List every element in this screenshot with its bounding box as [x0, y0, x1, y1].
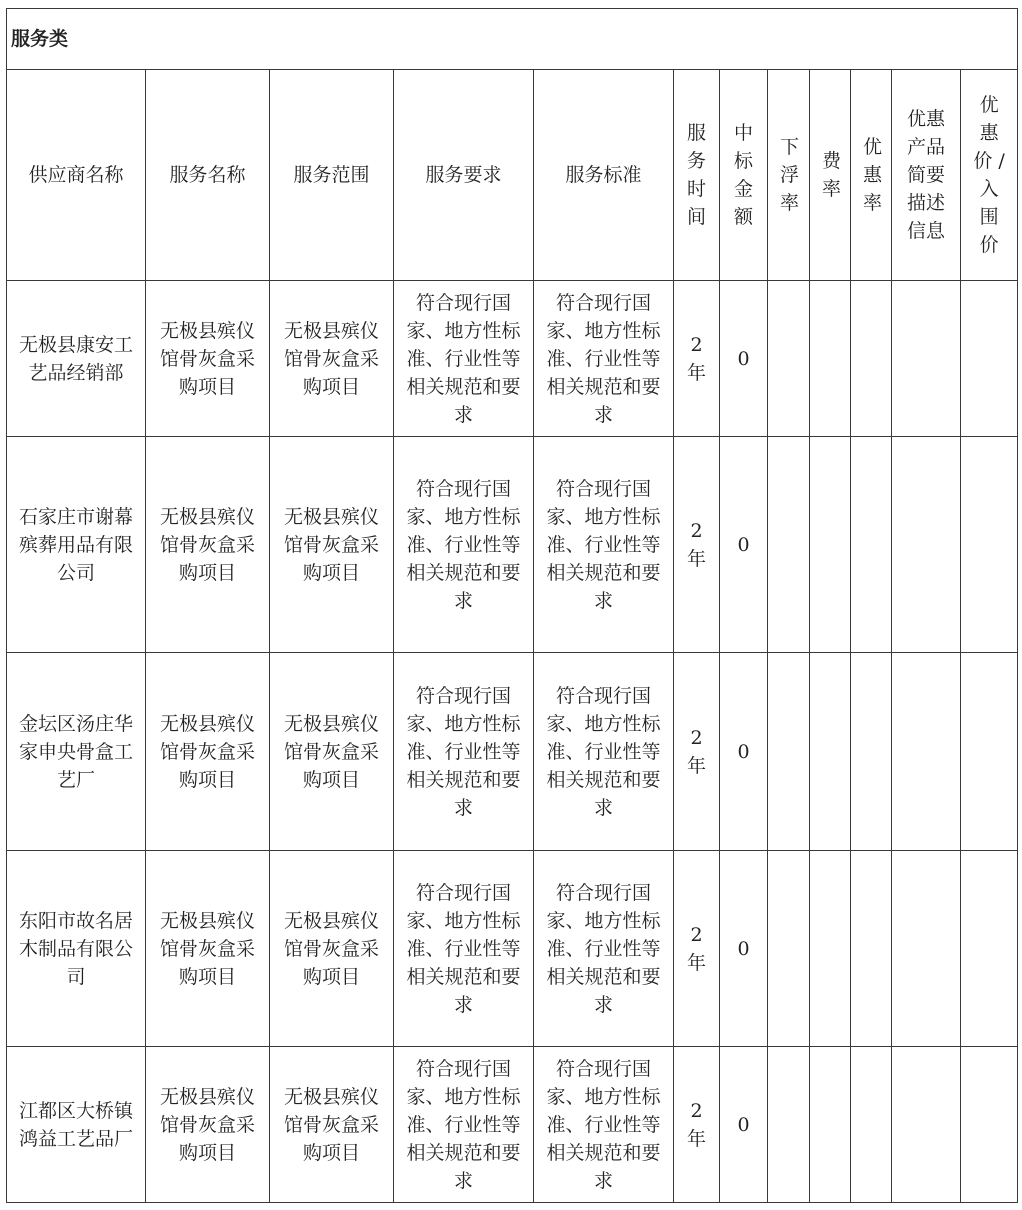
cell-supplier-name: 金坛区汤庄华家申央骨盒工艺厂	[7, 653, 146, 851]
header-fee-rate: 费率	[810, 70, 851, 281]
cell-discount-rate	[851, 851, 892, 1047]
cell-discount-rate	[851, 653, 892, 851]
table-row	[7, 653, 1018, 851]
cell-service-scope: 无极县殡仪馆骨灰盒采购项目	[270, 653, 394, 851]
cell-service-name: 无极县殡仪馆骨灰盒采购项目	[146, 1047, 270, 1203]
cell-fee-rate	[810, 851, 851, 1047]
cell-service-requirement: 符合现行国家、地方性标准、行业性等相关规范和要求	[394, 851, 534, 1047]
table-row	[7, 1047, 1018, 1203]
cell-discount-product-desc	[892, 281, 961, 437]
header-service-scope: 服务范围	[270, 70, 394, 281]
cell-service-time: 2年	[674, 1047, 720, 1203]
table-row	[7, 851, 1018, 1047]
cell-supplier-name: 江都区大桥镇鸿益工艺品厂	[7, 1047, 146, 1203]
cell-service-requirement: 符合现行国家、地方性标准、行业性等相关规范和要求	[394, 653, 534, 851]
cell-down-float-rate	[768, 281, 810, 437]
cell-fee-rate	[810, 281, 851, 437]
cell-discount-product-desc	[892, 1047, 961, 1203]
cell-service-name: 无极县殡仪馆骨灰盒采购项目	[146, 851, 270, 1047]
cell-service-standard: 符合现行国家、地方性标准、行业性等相关规范和要求	[534, 437, 674, 653]
cell-discount-price	[961, 1047, 1018, 1203]
header-service-requirement: 服务要求	[394, 70, 534, 281]
cell-service-name: 无极县殡仪馆骨灰盒采购项目	[146, 281, 270, 437]
header-down-float-rate: 下浮率	[768, 70, 810, 281]
cell-discount-product-desc	[892, 851, 961, 1047]
cell-supplier-name: 东阳市故名居木制品有限公司	[7, 851, 146, 1047]
cell-discount-product-desc	[892, 653, 961, 851]
cell-service-scope: 无极县殡仪馆骨灰盒采购项目	[270, 1047, 394, 1203]
cell-service-requirement: 符合现行国家、地方性标准、行业性等相关规范和要求	[394, 281, 534, 437]
cell-supplier-name: 石家庄市谢幕殡葬用品有限公司	[7, 437, 146, 653]
cell-service-name: 无极县殡仪馆骨灰盒采购项目	[146, 437, 270, 653]
table-title: 服务类	[7, 9, 1018, 70]
cell-fee-rate	[810, 1047, 851, 1203]
cell-service-standard: 符合现行国家、地方性标准、行业性等相关规范和要求	[534, 851, 674, 1047]
table-header-row	[7, 70, 1018, 281]
header-discount-rate: 优惠率	[851, 70, 892, 281]
cell-winning-amount: 0	[720, 1047, 768, 1203]
cell-service-standard: 符合现行国家、地方性标准、行业性等相关规范和要求	[534, 1047, 674, 1203]
cell-down-float-rate	[768, 851, 810, 1047]
cell-service-scope: 无极县殡仪馆骨灰盒采购项目	[270, 851, 394, 1047]
cell-down-float-rate	[768, 437, 810, 653]
cell-service-requirement: 符合现行国家、地方性标准、行业性等相关规范和要求	[394, 1047, 534, 1203]
header-discount-product-desc: 优惠产品简要描述信息	[892, 70, 961, 281]
header-supplier-name: 供应商名称	[7, 70, 146, 281]
cell-service-time: 2年	[674, 437, 720, 653]
header-service-standard: 服务标准	[534, 70, 674, 281]
cell-service-time: 2年	[674, 653, 720, 851]
cell-winning-amount: 0	[720, 851, 768, 1047]
header-winning-amount: 中标金额	[720, 70, 768, 281]
cell-down-float-rate	[768, 1047, 810, 1203]
header-service-time: 服务时间	[674, 70, 720, 281]
header-discount-price: 优惠价 / 入围价	[961, 70, 1018, 281]
cell-winning-amount: 0	[720, 281, 768, 437]
cell-discount-price	[961, 437, 1018, 653]
cell-winning-amount: 0	[720, 653, 768, 851]
cell-winning-amount: 0	[720, 437, 768, 653]
cell-discount-rate	[851, 437, 892, 653]
cell-discount-rate	[851, 1047, 892, 1203]
table-row	[7, 281, 1018, 437]
service-category-table	[6, 8, 1018, 1203]
cell-discount-price	[961, 281, 1018, 437]
cell-discount-price	[961, 653, 1018, 851]
cell-service-time: 2年	[674, 281, 720, 437]
table-title-row	[7, 9, 1018, 70]
cell-fee-rate	[810, 437, 851, 653]
cell-service-standard: 符合现行国家、地方性标准、行业性等相关规范和要求	[534, 281, 674, 437]
cell-service-name: 无极县殡仪馆骨灰盒采购项目	[146, 653, 270, 851]
cell-discount-product-desc	[892, 437, 961, 653]
cell-down-float-rate	[768, 653, 810, 851]
cell-service-scope: 无极县殡仪馆骨灰盒采购项目	[270, 437, 394, 653]
cell-service-standard: 符合现行国家、地方性标准、行业性等相关规范和要求	[534, 653, 674, 851]
cell-service-requirement: 符合现行国家、地方性标准、行业性等相关规范和要求	[394, 437, 534, 653]
header-service-name: 服务名称	[146, 70, 270, 281]
cell-service-scope: 无极县殡仪馆骨灰盒采购项目	[270, 281, 394, 437]
cell-service-time: 2年	[674, 851, 720, 1047]
table-row	[7, 437, 1018, 653]
cell-discount-rate	[851, 281, 892, 437]
cell-supplier-name: 无极县康安工艺品经销部	[7, 281, 146, 437]
cell-fee-rate	[810, 653, 851, 851]
cell-discount-price	[961, 851, 1018, 1047]
